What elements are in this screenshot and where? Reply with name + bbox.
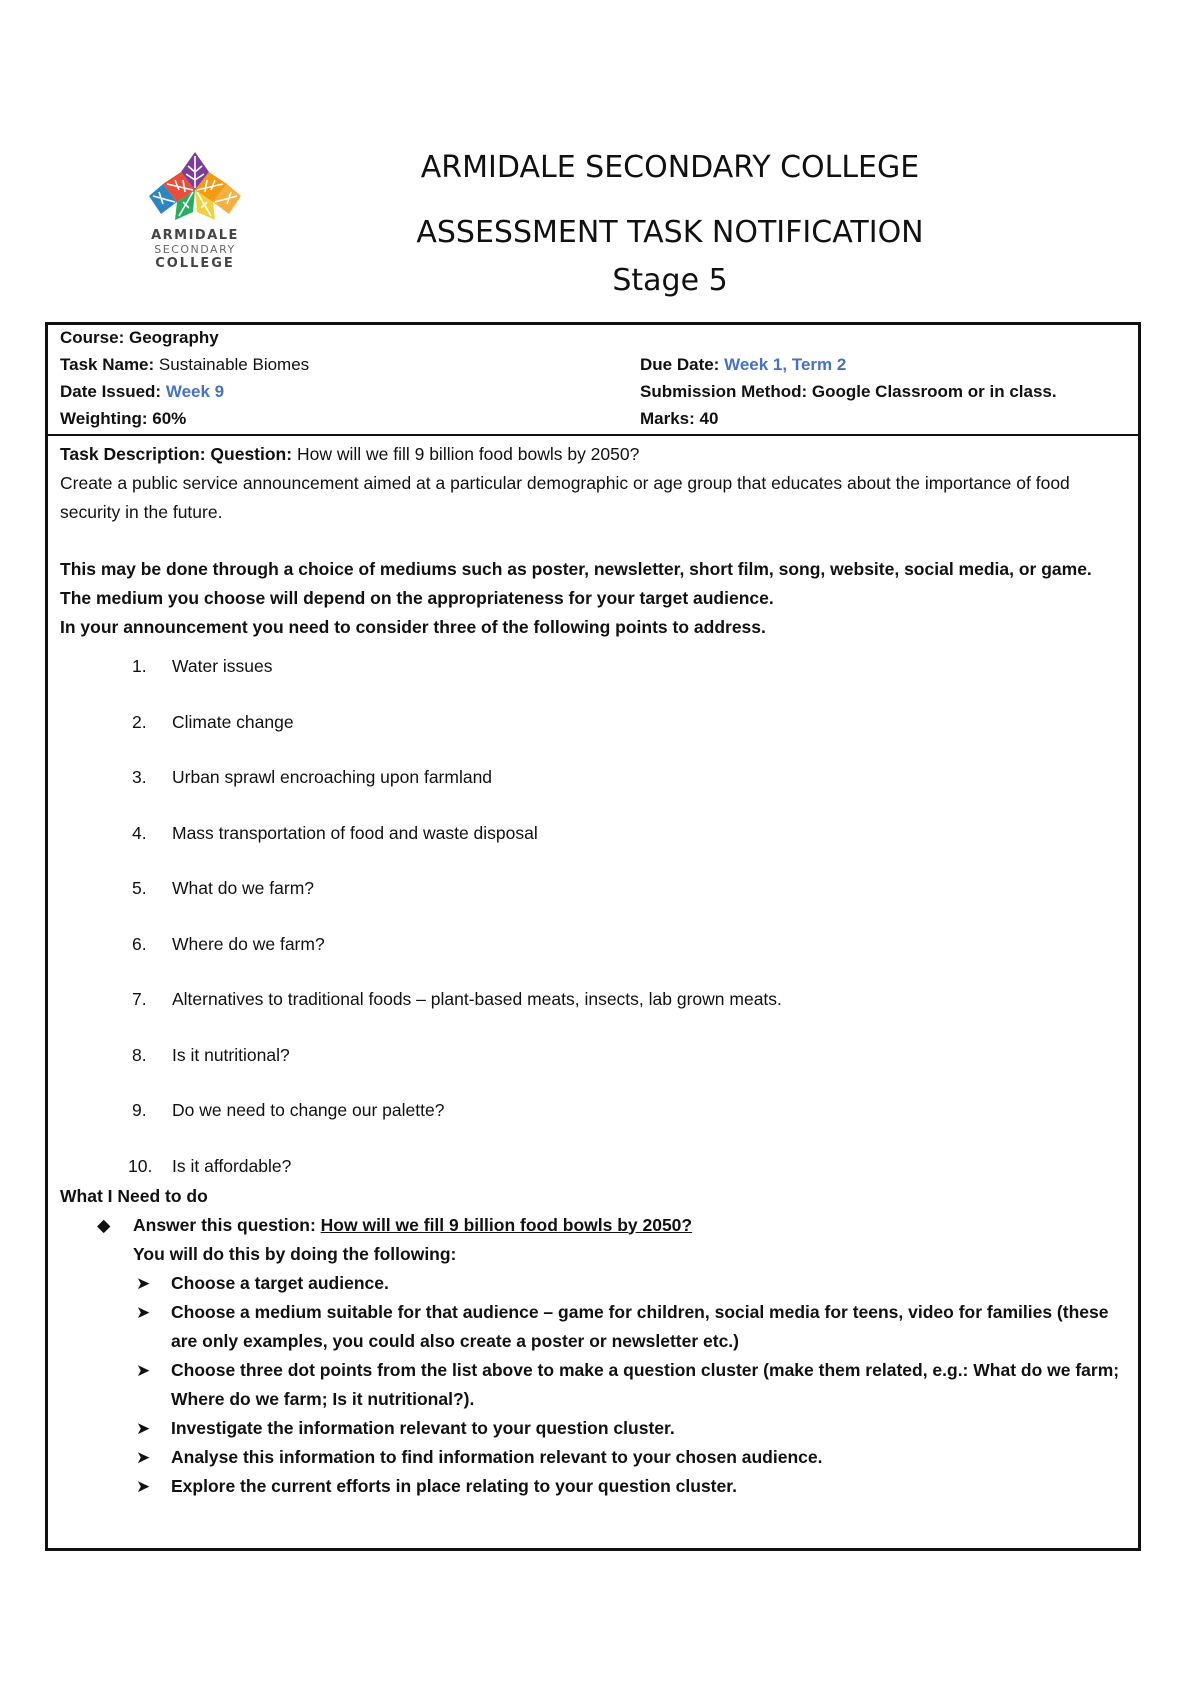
task-info-section [48, 325, 1138, 436]
arrow-bullet-icon: ➤ [136, 1447, 151, 1467]
college-logo [145, 150, 245, 275]
follow-instructions: You will do this by doing the following: [133, 1243, 457, 1264]
document-title: ASSESSMENT TASK NOTIFICATION [416, 215, 924, 250]
points-list [60, 654, 1126, 1182]
task-description-section [48, 436, 1138, 1501]
list-item: ➤ Choose a medium suitable for that audience – game for children, social media for teens, video for families (these are only examples, you could also create a poster or newsletter etc.) [60, 1298, 1126, 1356]
task-description-consider: In your announcement you need to consider three of the following points to address. [60, 617, 766, 637]
info-row-task [60, 355, 1128, 381]
list-item: 6. Where do we farm? [132, 933, 325, 954]
task-description-question: Task Description: Question: How will we fill 9 billion food bowls by 2050? [60, 444, 640, 464]
submission-method-field: Submission Method: Google Classroom or in class. [640, 382, 1057, 401]
info-row-course [60, 328, 1128, 354]
list-item: ➤ Choose three dot points from the list above to make a question cluster (make them related, e.g.: What do we farm; Where do we farm; Is it nutritional?). [60, 1356, 1126, 1414]
steps-list [60, 1269, 1126, 1501]
what-i-need-title: What I Need to do [60, 1185, 208, 1206]
list-item: 5. What do we farm? [132, 878, 314, 898]
course-field: Course: Geography [60, 328, 219, 347]
list-item: ➤ Investigate the information relevant to your question cluster. [60, 1414, 1126, 1443]
list-item: 1. Water issues [132, 656, 273, 676]
list-item: 2. Climate change [132, 711, 294, 732]
due-date-field: Due Date: Week 1, Term 2 [640, 355, 847, 374]
list-item: ➤ Choose a target audience. [60, 1269, 1126, 1298]
list-item: 8. Is it nutritional? [132, 1044, 290, 1065]
task-name-field: Task Name: Sustainable Biomes [60, 355, 310, 374]
task-description-intro: Create a public service announcement aimed at a particular demographic or age group that educates about the importance of food security in the future. [60, 473, 1070, 522]
answer-question-bullet: ◆ Answer this question: How will we fill 9 billion food bowls by 2050? [60, 1211, 1126, 1240]
assessment-task-box [45, 322, 1141, 1551]
list-item: 10. Is it affordable? [128, 1155, 292, 1176]
task-description-mediums: This may be done through a choice of mediums such as poster, newsletter, short film, song, website, social media, or game. The medium you choose will depend on the appropriateness for your target audience. [60, 559, 1092, 608]
arrow-bullet-icon: ➤ [136, 1360, 151, 1380]
arrow-bullet-icon: ➤ [136, 1273, 151, 1293]
arrow-bullet-icon: ➤ [136, 1476, 151, 1496]
info-row-weighting [60, 409, 1128, 435]
info-row-issued [60, 382, 1128, 408]
list-item: 9. Do we need to change our palette? [132, 1100, 445, 1120]
arrow-bullet-icon: ➤ [136, 1418, 151, 1438]
logo-text-line1: ARMIDALE [151, 228, 239, 243]
college-leaf-logo-icon [145, 150, 245, 228]
list-item: 4. Mass transportation of food and waste disposal [132, 822, 538, 843]
list-item: 3. Urban sprawl encroaching upon farmland [132, 767, 493, 787]
weighting-field: Weighting: 60% [60, 409, 187, 428]
stage-label: Stage 5 [612, 263, 728, 298]
school-name: ARMIDALE SECONDARY COLLEGE [420, 150, 920, 185]
diamond-bullet-icon: ◆ [97, 1214, 111, 1235]
date-issued-field: Date Issued: Week 9 [60, 382, 225, 401]
list-item: ➤ Explore the current efforts in place relating to your question cluster. [60, 1472, 1126, 1501]
arrow-bullet-icon: ➤ [136, 1302, 151, 1322]
list-item: 7. Alternatives to traditional foods – plant-based meats, insects, lab grown meats. [132, 989, 782, 1009]
logo-text-line3: COLLEGE [155, 256, 235, 271]
logo-text-line2: SECONDARY [154, 243, 236, 256]
list-item: ➤ Analyse this information to find information relevant to your chosen audience. [60, 1443, 1126, 1472]
marks-field: Marks: 40 [640, 409, 719, 428]
